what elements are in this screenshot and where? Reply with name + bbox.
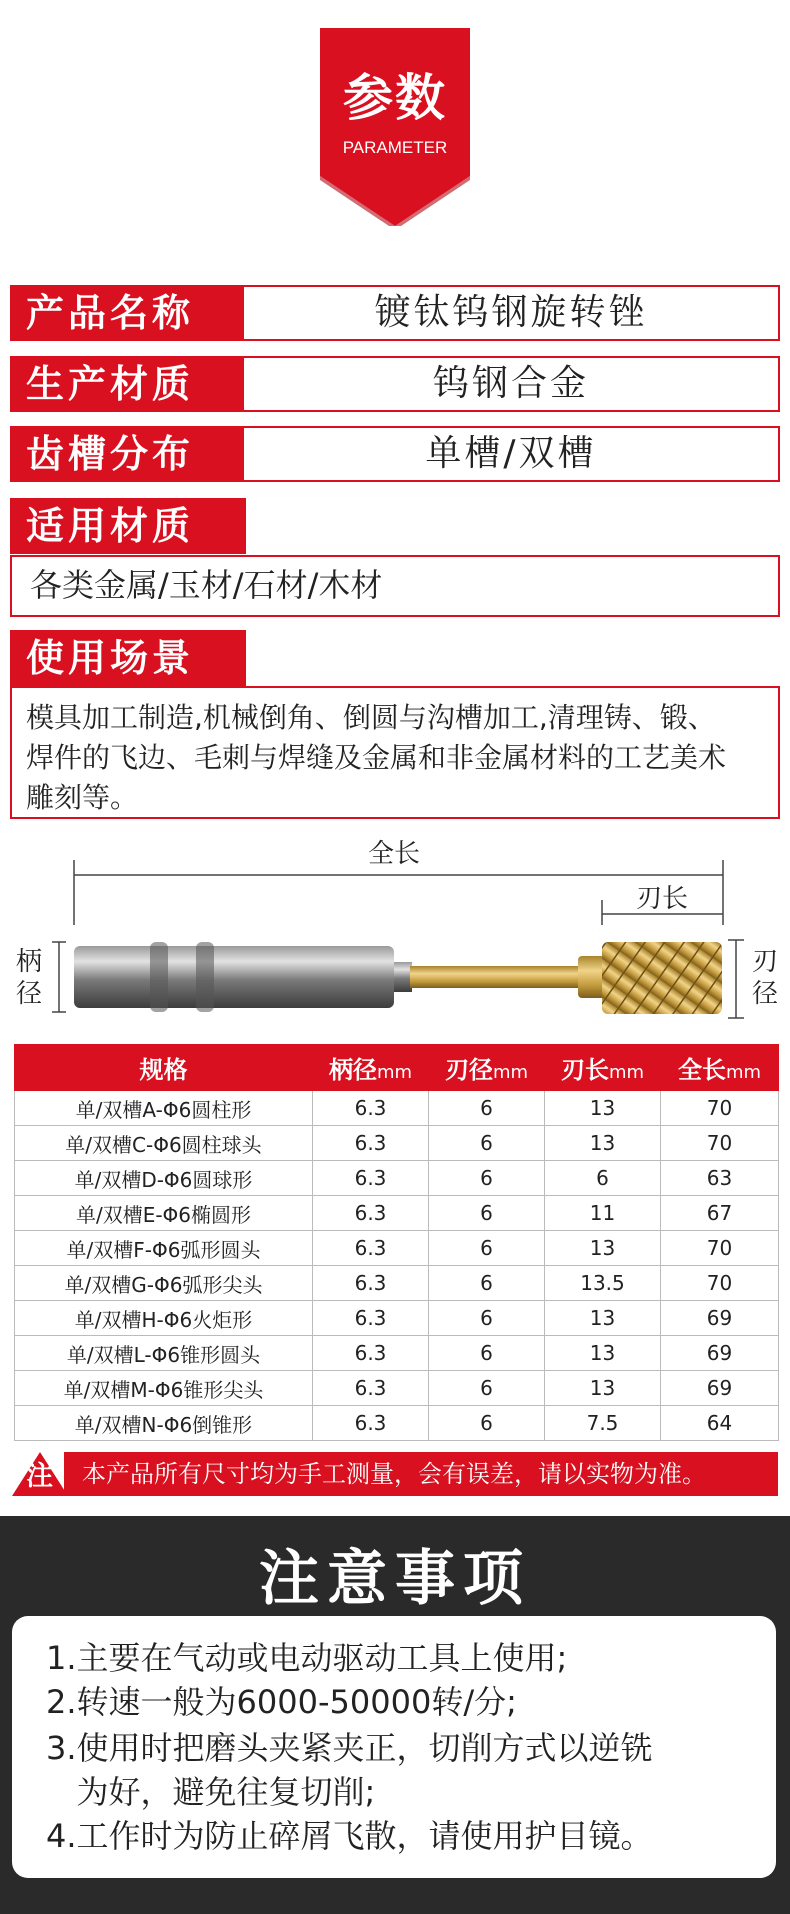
page-title: 参数 xyxy=(343,69,447,127)
table-cell: 6 xyxy=(429,1301,545,1336)
header-badge xyxy=(320,28,470,226)
table-cell: 单/双槽L-Φ6锥形圆头 xyxy=(15,1336,313,1371)
table-cell: 13 xyxy=(545,1371,661,1406)
shank-diameter-label: 柄径 xyxy=(15,947,42,1009)
param-row-name xyxy=(10,285,780,341)
table-cell: 13 xyxy=(545,1126,661,1161)
table-cell: 6 xyxy=(429,1371,545,1406)
scene-line: 焊件的飞边、毛刺与焊缝及金属和非金属材料的工艺美术 xyxy=(26,741,727,774)
table-cell: 单/双槽D-Φ6圆球形 xyxy=(15,1161,313,1196)
materials-label: 适用材质 xyxy=(10,498,246,554)
table-cell: 6.3 xyxy=(313,1406,429,1441)
table-cell: 6 xyxy=(429,1336,545,1371)
table-cell: 70 xyxy=(661,1266,779,1301)
table-row xyxy=(15,1161,779,1196)
table-row xyxy=(15,1266,779,1301)
note-text: 本产品所有尺寸均为手工测量，会有误差，请以实物为准。 xyxy=(82,1460,706,1488)
page-subtitle: PARAMETER xyxy=(342,138,448,157)
materials-value: 各类金属/玉材/石材/木材 xyxy=(30,566,383,604)
col-blade-len: 刃长mm xyxy=(545,1045,661,1091)
param-value: 镀钛钨钢旋转锉 xyxy=(374,292,648,333)
table-cell: 70 xyxy=(661,1126,779,1161)
table-cell: 6.3 xyxy=(313,1196,429,1231)
table-cell: 13 xyxy=(545,1336,661,1371)
table-row xyxy=(15,1301,779,1336)
notice-section xyxy=(0,1516,790,1914)
table-row xyxy=(15,1406,779,1441)
table-cell: 6 xyxy=(545,1161,661,1196)
table-cell: 单/双槽F-Φ6弧形圆头 xyxy=(15,1231,313,1266)
table-cell: 6 xyxy=(429,1406,545,1441)
materials-box xyxy=(10,555,780,617)
table-cell: 单/双槽C-Φ6圆柱球头 xyxy=(15,1126,313,1161)
notice-item: 为好，避免往复切削; xyxy=(46,1773,376,1811)
param-value: 单槽/双槽 xyxy=(425,433,597,474)
table-row xyxy=(15,1126,779,1161)
table-cell: 69 xyxy=(661,1336,779,1371)
scene-line: 模具加工制造,机械倒角、倒圆与沟槽加工,清理铸、锻、 xyxy=(26,701,716,734)
scenes-text xyxy=(12,688,778,818)
table-header-row xyxy=(15,1045,779,1091)
col-shank: 柄径mm xyxy=(313,1045,429,1091)
table-cell: 13 xyxy=(545,1231,661,1266)
scenes-label: 使用场景 xyxy=(10,630,246,686)
table-cell: 单/双槽A-Φ6圆柱形 xyxy=(15,1091,313,1126)
table-cell: 13 xyxy=(545,1301,661,1336)
notice-card xyxy=(12,1616,776,1878)
param-row-flute xyxy=(10,426,780,482)
table-cell: 6.3 xyxy=(313,1126,429,1161)
spec-table xyxy=(14,1044,779,1441)
cutter-head xyxy=(602,942,722,1014)
blade-diameter-label: 刃径 xyxy=(751,947,778,1009)
notice-item: 2.转速一般为6000-50000转/分; xyxy=(46,1683,517,1721)
param-value: 钨钢合金 xyxy=(432,363,589,404)
param-label: 产品名称 xyxy=(12,287,244,339)
table-cell: 13 xyxy=(545,1091,661,1126)
table-row xyxy=(15,1231,779,1266)
total-length-label: 全长 xyxy=(368,839,421,869)
notice-title: 注意事项 xyxy=(259,1544,531,1614)
table-cell: 6 xyxy=(429,1196,545,1231)
table-cell: 63 xyxy=(661,1161,779,1196)
table-cell: 单/双槽G-Φ6弧形尖头 xyxy=(15,1266,313,1301)
blade-length-label: 刃长 xyxy=(636,884,689,914)
table-row xyxy=(15,1371,779,1406)
table-cell: 6.3 xyxy=(313,1161,429,1196)
table-cell: 6.3 xyxy=(313,1231,429,1266)
table-row xyxy=(15,1091,779,1126)
notice-item: 3.使用时把磨头夹紧夹正，切削方式以逆铣 xyxy=(46,1729,653,1767)
notice-item: 1.主要在气动或电动驱动工具上使用; xyxy=(46,1639,568,1677)
table-cell: 6.3 xyxy=(313,1301,429,1336)
param-row-material xyxy=(10,356,780,412)
param-label: 生产材质 xyxy=(12,358,244,410)
table-cell: 6 xyxy=(429,1126,545,1161)
table-cell: 69 xyxy=(661,1301,779,1336)
scenes-box xyxy=(10,686,780,819)
table-cell: 70 xyxy=(661,1231,779,1266)
table-cell: 6.3 xyxy=(313,1371,429,1406)
table-cell: 6 xyxy=(429,1091,545,1126)
table-cell: 6 xyxy=(429,1231,545,1266)
table-row xyxy=(15,1196,779,1231)
col-total-len: 全长mm xyxy=(661,1045,779,1091)
table-cell: 单/双槽M-Φ6锥形尖头 xyxy=(15,1371,313,1406)
shank xyxy=(74,946,394,1008)
table-cell: 6 xyxy=(429,1161,545,1196)
col-spec: 规格 xyxy=(15,1045,313,1091)
notice-item: 4.工作时为防止碎屑飞散，请使用护目镜。 xyxy=(46,1817,653,1855)
note-mark: 注 xyxy=(26,1461,53,1492)
table-cell: 6.3 xyxy=(313,1336,429,1371)
table-cell: 11 xyxy=(545,1196,661,1231)
scene-line: 雕刻等。 xyxy=(26,781,139,814)
table-cell: 7.5 xyxy=(545,1406,661,1441)
table-cell: 6.3 xyxy=(313,1266,429,1301)
table-cell: 64 xyxy=(661,1406,779,1441)
table-cell: 单/双槽N-Φ6倒锥形 xyxy=(15,1406,313,1441)
table-row xyxy=(15,1336,779,1371)
col-blade-dia: 刃径mm xyxy=(429,1045,545,1091)
neck xyxy=(410,966,580,988)
param-label: 齿槽分布 xyxy=(12,428,244,480)
table-cell: 6.3 xyxy=(313,1091,429,1126)
table-cell: 67 xyxy=(661,1196,779,1231)
table-cell: 单/双槽E-Φ6椭圆形 xyxy=(15,1196,313,1231)
table-cell: 单/双槽H-Φ6火炬形 xyxy=(15,1301,313,1336)
table-cell: 6 xyxy=(429,1266,545,1301)
table-cell: 13.5 xyxy=(545,1266,661,1301)
table-cell: 69 xyxy=(661,1371,779,1406)
table-cell: 70 xyxy=(661,1091,779,1126)
note-bar xyxy=(12,1452,778,1496)
